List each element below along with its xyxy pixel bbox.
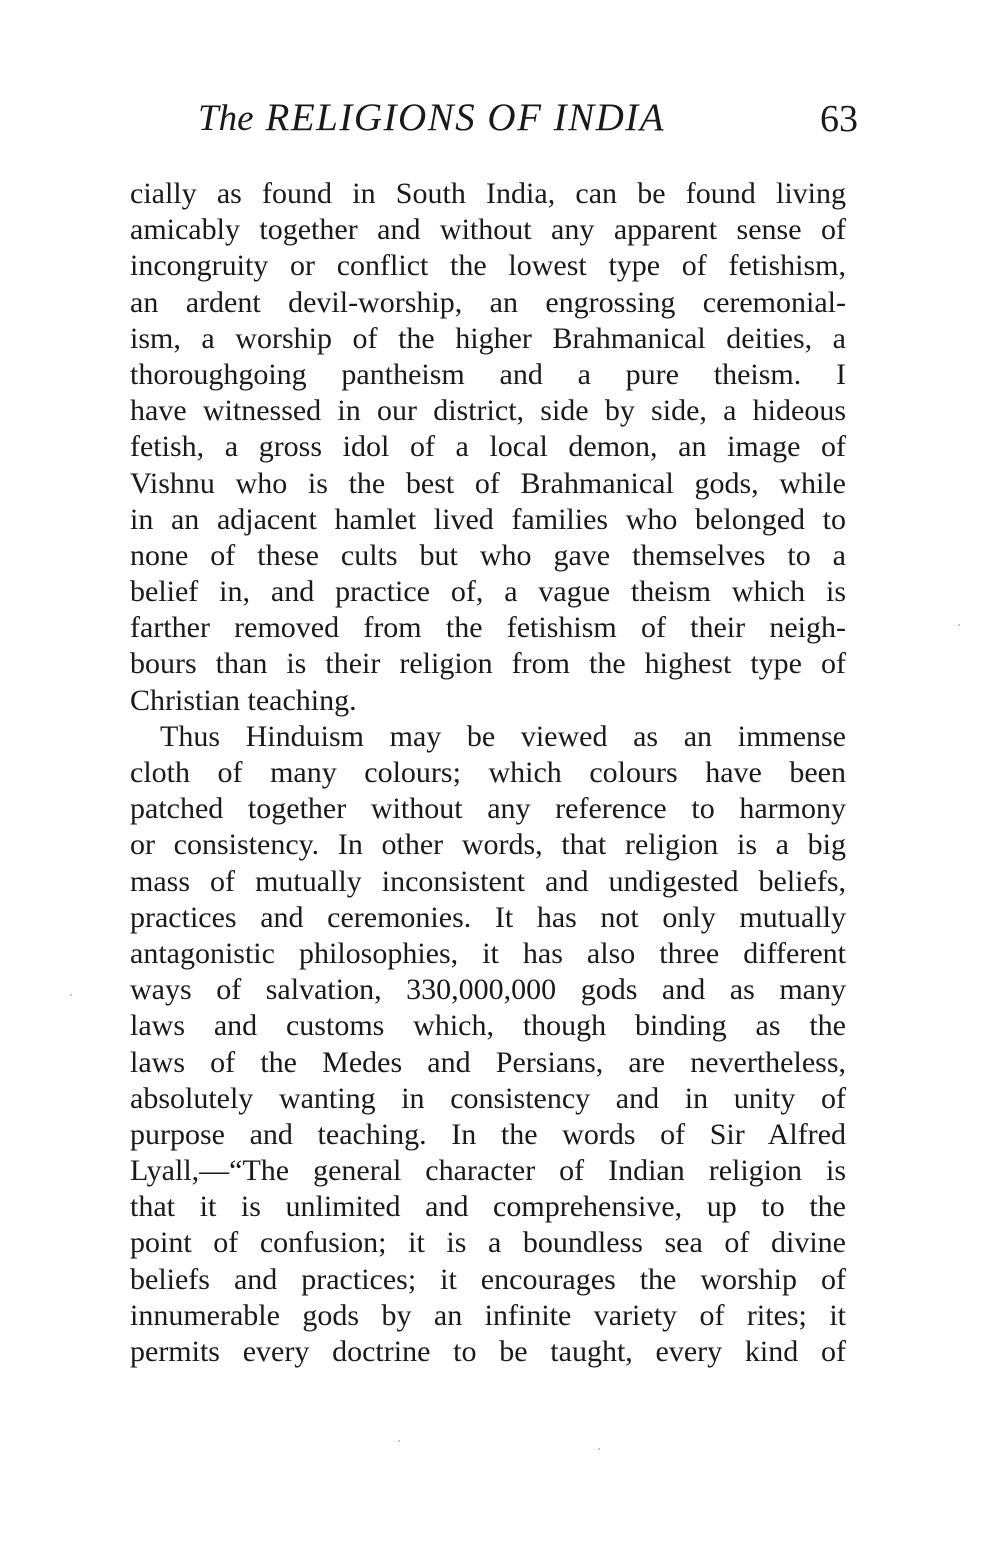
body-text bbox=[130, 176, 846, 1370]
paper-speck bbox=[398, 1440, 400, 1442]
text-line: bours than is their religion from the highest type of bbox=[130, 647, 846, 681]
text-line: fetish, a gross idol of a local demon, an image of bbox=[130, 430, 846, 464]
text-line: ways of salvation, 330,000,000 gods and as many bbox=[130, 973, 846, 1007]
text-line: that it is unlimited and comprehensive, up to the bbox=[130, 1190, 846, 1224]
page-number: 63 bbox=[820, 98, 858, 140]
paragraph-1 bbox=[130, 176, 846, 719]
text-line: mass of mutually inconsistent and undigested beliefs, bbox=[130, 864, 846, 898]
text-line: practices and ceremonies. It has not only mutually bbox=[130, 900, 846, 934]
text-line: cloth of many colours; which colours have been bbox=[130, 756, 846, 789]
text-line: farther removed from the fetishism of their neigh- bbox=[130, 611, 846, 645]
text-line: have witnessed in our district, side by side, a hideous bbox=[130, 394, 846, 428]
text-line: purpose and teaching. In the words of Sir Alfred bbox=[130, 1117, 846, 1151]
text-line: Lyall,—“The general character of Indian religion is bbox=[130, 1154, 846, 1188]
text-line: antagonistic philosophies, it has also three different bbox=[130, 936, 846, 970]
paper-speck bbox=[958, 624, 960, 626]
text-line: belief in, and practice of, a vague theism which is bbox=[130, 575, 846, 609]
paper-speck bbox=[598, 1448, 600, 1450]
text-line: laws of the Medes and Persians, are nevertheless, bbox=[130, 1045, 846, 1079]
text-line: in an adjacent hamlet lived families who belonged to bbox=[130, 502, 846, 536]
header-the: The bbox=[198, 98, 254, 139]
text-line: thoroughgoing pantheism and a pure theism. I bbox=[130, 357, 846, 391]
text-line: none of these cults but who gave themselves to a bbox=[130, 538, 846, 572]
text-line: or consistency. In other words, that religion is a big bbox=[130, 828, 846, 862]
paragraph-2 bbox=[130, 719, 846, 1370]
text-line: Vishnu who is the best of Brahmanical gods, while bbox=[130, 466, 846, 500]
text-line: absolutely wanting in consistency and in unity of bbox=[130, 1081, 846, 1115]
text-line: ism, a worship of the higher Brahmanical deities, a bbox=[130, 321, 846, 355]
text-line: beliefs and practices; it encourages the worship of bbox=[130, 1262, 846, 1296]
text-line: patched together without any reference to harmony bbox=[130, 792, 846, 826]
text-line: amicably together and without any apparent sense of bbox=[130, 213, 846, 247]
text-line: Christian teaching. bbox=[130, 683, 357, 717]
text-line: cially as found in South India, can be found living bbox=[130, 177, 846, 210]
text-line: Thus Hinduism may be viewed as an immense bbox=[160, 719, 846, 753]
text-line: incongruity or conflict the lowest type of fetishism, bbox=[130, 249, 846, 283]
text-line: an ardent devil-worship, an engrossing ceremonial- bbox=[130, 285, 846, 319]
text-line: point of confusion; it is a boundless sea of divine bbox=[130, 1226, 846, 1260]
header-title: RELIGIONS OF INDIA bbox=[265, 96, 666, 139]
text-line: laws and customs which, though binding as the bbox=[130, 1009, 846, 1043]
text-line: permits every doctrine to be taught, every kind of bbox=[130, 1335, 846, 1368]
running-header bbox=[198, 96, 858, 140]
text-line: innumerable gods by an infinite variety of rites; it bbox=[130, 1298, 846, 1332]
paper-speck bbox=[70, 994, 72, 996]
